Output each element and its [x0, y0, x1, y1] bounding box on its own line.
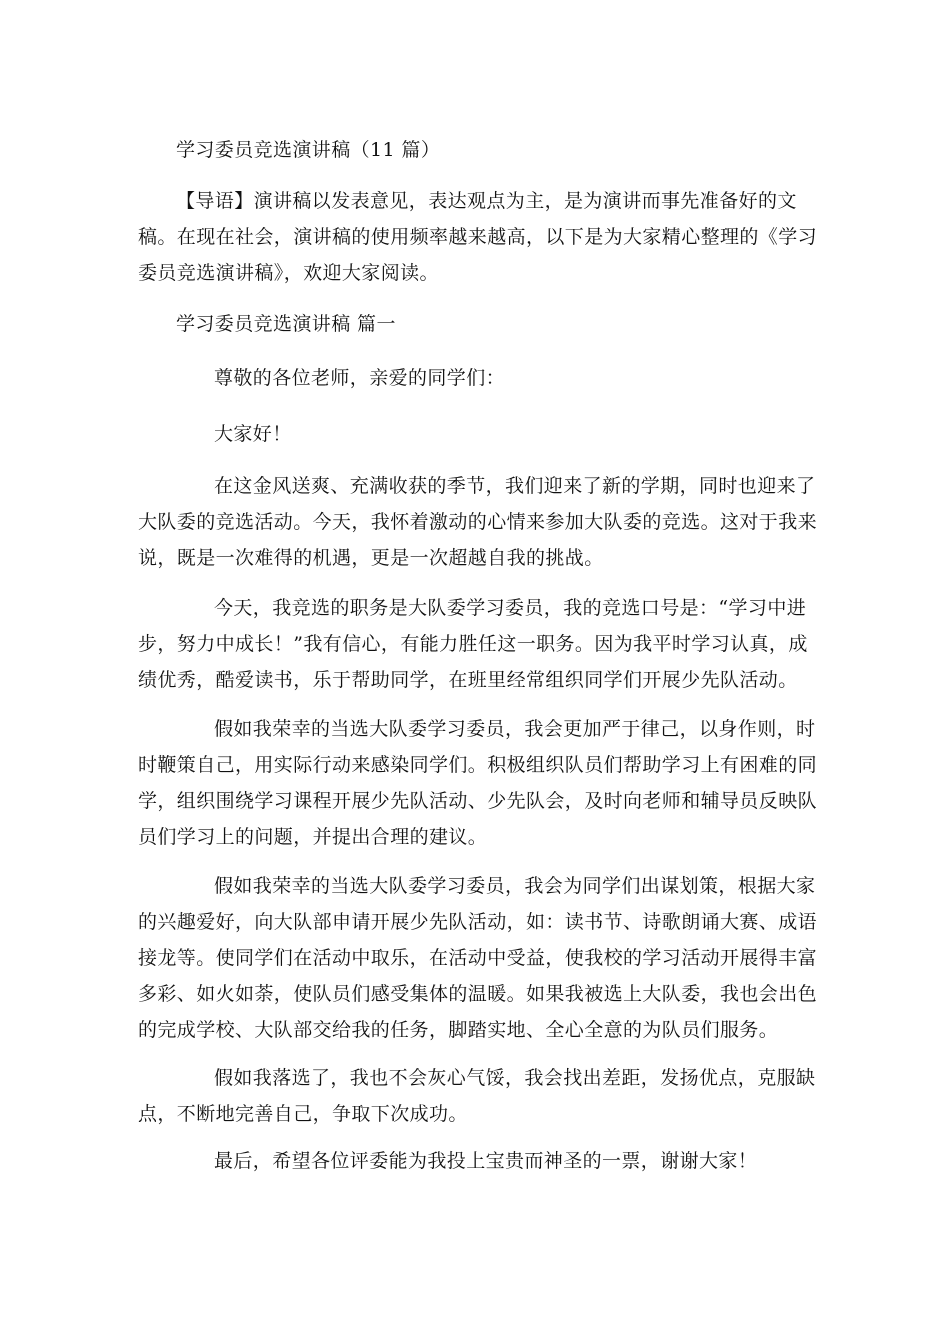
intro-paragraph: 【导语】演讲稿以发表意见，表达观点为主，是为演讲而事先准备好的文稿。在现在社会，演讲稿的使用频率越来越高，以下是为大家精心整理的《学习委员竞选演讲稿》，欢迎大家阅读。: [138, 190, 818, 284]
body-paragraph: 假如我落选了，我也不会灰心气馁，我会找出差距，发扬优点，克服缺点，不断地完善自己，争取下次成功。: [138, 1067, 816, 1125]
body-paragraph: 今天，我竞选的职务是大队委学习委员，我的竞选口号是：“学习中进步，努力中成长！”我有信心，有能力胜任这一职务。因为我平时学习认真，成绩优秀，酷爱读书，乐于帮助同学，在班里经常组织同学们开展少先队活动。: [138, 597, 808, 691]
closing-paragraph: 最后，希望各位评委能为我投上宝贵而神圣的一票，谢谢大家！: [214, 1150, 758, 1172]
body-paragraph: 假如我荣幸的当选大队委学习委员，我会为同学们出谋划策，根据大家的兴趣爱好，向大队部申请开展少先队活动，如：读书节、诗歌朗诵大赛、成语接龙等。使同学们在活动中取乐，在活动中受益，使我校的学习活动开展得丰富多彩、如火如荼，使队员们感受集体的温暖。如果我被选上大队委，我也会出色的完成学校、大队部交给我的任务，脚踏实地、全心全意的为队员们服务。: [138, 875, 818, 1041]
greeting: 大家好！: [214, 423, 292, 445]
section-heading: 学习委员竞选演讲稿 篇一: [176, 313, 396, 335]
body-paragraph: 在这金风送爽、充满收获的季节，我们迎来了新的学期，同时也迎来了大队委的竞选活动。今天，我怀着激动的心情来参加大队委的竞选。这对于我来说，既是一次难得的机遇，更是一次超越自我的挑战。: [138, 475, 818, 569]
salutation: 尊敬的各位老师，亲爱的同学们：: [214, 367, 506, 389]
body-paragraph: 假如我荣幸的当选大队委学习委员，我会更加严于律己，以身作则，时时鞭策自己，用实际行动来感染同学们。积极组织队员们帮助学习上有困难的同学，组织围绕学习课程开展少先队活动、少先队会，及时向老师和辅导员反映队员们学习上的问题，并提出合理的建议。: [138, 718, 818, 848]
document-title: 学习委员竞选演讲稿（11 篇）: [176, 139, 441, 161]
